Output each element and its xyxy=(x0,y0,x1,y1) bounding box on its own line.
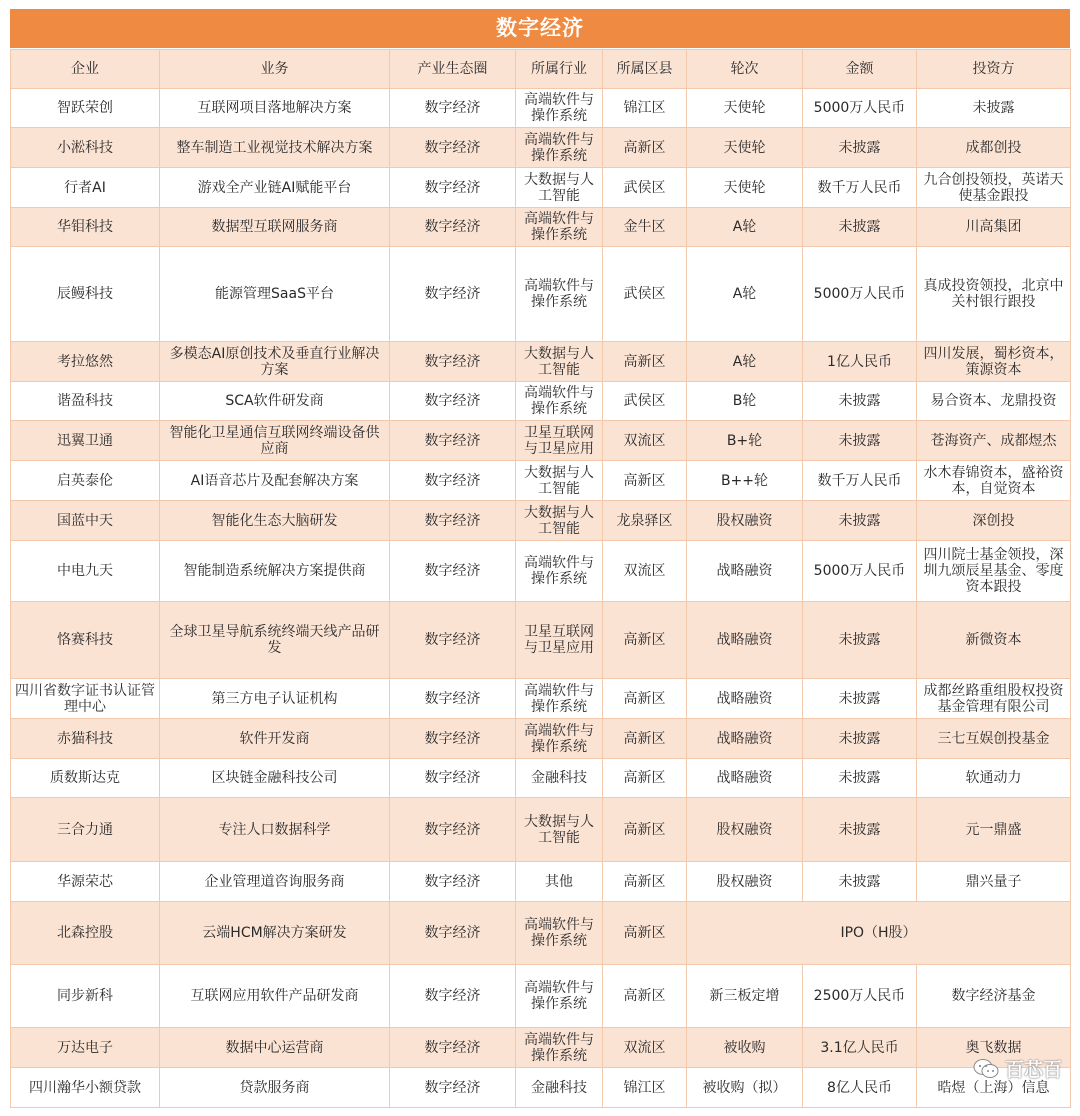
cell-round: A轮 xyxy=(687,208,803,247)
table-row xyxy=(11,541,1071,602)
cell-investors: 鼎兴量子 xyxy=(917,862,1071,902)
cell-round: A轮 xyxy=(687,342,803,382)
cell-investors: 元一鼎盛 xyxy=(917,798,1071,862)
cell-amount: 未披露 xyxy=(803,602,917,679)
cell-district: 高新区 xyxy=(603,128,687,168)
col-header-amount: 金额 xyxy=(803,50,917,89)
cell-ecosystem: 数字经济 xyxy=(390,965,516,1028)
cell-business: 专注人口数据科学 xyxy=(160,798,390,862)
cell-industry: 其他 xyxy=(516,862,603,902)
cell-company: 谐盈科技 xyxy=(11,382,160,421)
cell-investors: 成都丝路重组股权投资基金管理有限公司 xyxy=(917,679,1071,719)
cell-business: AI语音芯片及配套解决方案 xyxy=(160,461,390,501)
cell-ecosystem: 数字经济 xyxy=(390,128,516,168)
cell-amount: 未披露 xyxy=(803,421,917,461)
col-header-round: 轮次 xyxy=(687,50,803,89)
cell-industry: 大数据与人工智能 xyxy=(516,461,603,501)
col-header-investors: 投资方 xyxy=(917,50,1071,89)
cell-ecosystem: 数字经济 xyxy=(390,798,516,862)
cell-investors: 四川发展，蜀杉资本，策源资本 xyxy=(917,342,1071,382)
col-header-business: 业务 xyxy=(160,50,390,89)
cell-industry: 高端软件与操作系统 xyxy=(516,719,603,759)
cell-industry: 高端软件与操作系统 xyxy=(516,965,603,1028)
cell-amount: 8亿人民币 xyxy=(803,1068,917,1108)
cell-company: 行者AI xyxy=(11,168,160,208)
cell-district: 武侯区 xyxy=(603,382,687,421)
cell-round: 股权融资 xyxy=(687,798,803,862)
col-header-industry: 所属行业 xyxy=(516,50,603,89)
cell-ecosystem: 数字经济 xyxy=(390,89,516,128)
cell-business: 互联网应用软件产品研发商 xyxy=(160,965,390,1028)
cell-investors: 四川院士基金领投，深圳九颂辰星基金、零度资本跟投 xyxy=(917,541,1071,602)
cell-industry: 卫星互联网与卫星应用 xyxy=(516,421,603,461)
cell-amount: 未披露 xyxy=(803,501,917,541)
cell-investors: 软通动力 xyxy=(917,759,1071,798)
watermark-text: 百芯百 xyxy=(1004,1059,1062,1081)
wechat-icon xyxy=(973,1058,999,1080)
table-title: 数字经济 xyxy=(10,9,1070,48)
cell-round: 天使轮 xyxy=(687,168,803,208)
cell-amount: 5000万人民币 xyxy=(803,541,917,602)
cell-ecosystem: 数字经济 xyxy=(390,421,516,461)
cell-company: 北森控股 xyxy=(11,902,160,965)
cell-business: 全球卫星导航系统终端天线产品研发 xyxy=(160,602,390,679)
cell-district: 锦江区 xyxy=(603,89,687,128)
cell-industry: 大数据与人工智能 xyxy=(516,798,603,862)
cell-amount: 5000万人民币 xyxy=(803,247,917,342)
cell-company: 质数斯达克 xyxy=(11,759,160,798)
cell-company: 四川瀚华小额贷款 xyxy=(11,1068,160,1108)
cell-round: 被收购 xyxy=(687,1028,803,1068)
cell-investors: 奥飞数据 xyxy=(917,1028,1071,1068)
table-row xyxy=(11,501,1071,541)
cell-round: A轮 xyxy=(687,247,803,342)
cell-business: 智能化卫星通信互联网终端设备供应商 xyxy=(160,421,390,461)
cell-company: 辰鳗科技 xyxy=(11,247,160,342)
table-row xyxy=(11,759,1071,798)
cell-amount: 数千万人民币 xyxy=(803,168,917,208)
cell-business: 游戏全产业链AI赋能平台 xyxy=(160,168,390,208)
cell-ecosystem: 数字经济 xyxy=(390,168,516,208)
table-row xyxy=(11,421,1071,461)
cell-district: 金牛区 xyxy=(603,208,687,247)
cell-round: 股权融资 xyxy=(687,862,803,902)
cell-company: 智跃荣创 xyxy=(11,89,160,128)
cell-industry: 高端软件与操作系统 xyxy=(516,128,603,168)
cell-industry: 高端软件与操作系统 xyxy=(516,1028,603,1068)
cell-business: 智能制造系统解决方案提供商 xyxy=(160,541,390,602)
cell-investors: 三七互娱创投基金 xyxy=(917,719,1071,759)
cell-district: 高新区 xyxy=(603,719,687,759)
cell-ecosystem: 数字经济 xyxy=(390,208,516,247)
cell-business: 互联网项目落地解决方案 xyxy=(160,89,390,128)
cell-ecosystem: 数字经济 xyxy=(390,759,516,798)
cell-district: 高新区 xyxy=(603,862,687,902)
cell-district: 高新区 xyxy=(603,798,687,862)
funding-table xyxy=(10,49,1071,1108)
cell-company: 万达电子 xyxy=(11,1028,160,1068)
cell-business: 多模态AI原创技术及垂直行业解决方案 xyxy=(160,342,390,382)
cell-industry: 高端软件与操作系统 xyxy=(516,541,603,602)
cell-ecosystem: 数字经济 xyxy=(390,541,516,602)
cell-business: 区块链金融科技公司 xyxy=(160,759,390,798)
table-row xyxy=(11,382,1071,421)
cell-investors: 晧煜（上海）信息 xyxy=(917,1068,1071,1108)
cell-company: 考拉悠然 xyxy=(11,342,160,382)
cell-business: 智能化生态大脑研发 xyxy=(160,501,390,541)
table-row xyxy=(11,1068,1071,1108)
cell-ecosystem: 数字经济 xyxy=(390,1028,516,1068)
cell-round: 天使轮 xyxy=(687,128,803,168)
table-row xyxy=(11,461,1071,501)
table-row xyxy=(11,602,1071,679)
cell-company: 小淞科技 xyxy=(11,128,160,168)
cell-ecosystem: 数字经济 xyxy=(390,247,516,342)
cell-round: B+轮 xyxy=(687,421,803,461)
cell-industry: 高端软件与操作系统 xyxy=(516,247,603,342)
cell-amount: 3.1亿人民币 xyxy=(803,1028,917,1068)
cell-investors: 深创投 xyxy=(917,501,1071,541)
table-row xyxy=(11,128,1071,168)
cell-district: 高新区 xyxy=(603,965,687,1028)
cell-ecosystem: 数字经济 xyxy=(390,902,516,965)
cell-amount: 未披露 xyxy=(803,798,917,862)
cell-amount: 未披露 xyxy=(803,862,917,902)
cell-industry: 金融科技 xyxy=(516,1068,603,1108)
cell-round: 战略融资 xyxy=(687,541,803,602)
cell-round: 战略融资 xyxy=(687,759,803,798)
cell-amount: 未披露 xyxy=(803,719,917,759)
cell-business: 数据型互联网服务商 xyxy=(160,208,390,247)
cell-amount: 数千万人民币 xyxy=(803,461,917,501)
cell-district: 高新区 xyxy=(603,342,687,382)
col-header-district: 所属区县 xyxy=(603,50,687,89)
cell-amount: 1亿人民币 xyxy=(803,342,917,382)
cell-industry: 卫星互联网与卫星应用 xyxy=(516,602,603,679)
cell-business: 软件开发商 xyxy=(160,719,390,759)
cell-company: 华钼科技 xyxy=(11,208,160,247)
cell-investors: 水木春锦资本，盛裕资本，自觉资本 xyxy=(917,461,1071,501)
col-header-company: 企业 xyxy=(11,50,160,89)
cell-round: 新三板定增 xyxy=(687,965,803,1028)
cell-ecosystem: 数字经济 xyxy=(390,719,516,759)
cell-round-amount-investors: IPO（H股） xyxy=(687,902,1071,965)
cell-ecosystem: 数字经济 xyxy=(390,342,516,382)
cell-ecosystem: 数字经济 xyxy=(390,461,516,501)
cell-ecosystem: 数字经济 xyxy=(390,1068,516,1108)
cell-company: 四川省数字证书认证管理中心 xyxy=(11,679,160,719)
cell-industry: 大数据与人工智能 xyxy=(516,342,603,382)
cell-industry: 高端软件与操作系统 xyxy=(516,382,603,421)
cell-business: 第三方电子认证机构 xyxy=(160,679,390,719)
cell-amount: 2500万人民币 xyxy=(803,965,917,1028)
cell-ecosystem: 数字经济 xyxy=(390,602,516,679)
cell-ecosystem: 数字经济 xyxy=(390,501,516,541)
cell-district: 双流区 xyxy=(603,1028,687,1068)
cell-industry: 高端软件与操作系统 xyxy=(516,679,603,719)
cell-company: 国蓝中天 xyxy=(11,501,160,541)
table-row xyxy=(11,208,1071,247)
cell-business: 数据中心运营商 xyxy=(160,1028,390,1068)
cell-investors: 未披露 xyxy=(917,89,1071,128)
cell-amount: 5000万人民币 xyxy=(803,89,917,128)
cell-company: 中电九天 xyxy=(11,541,160,602)
cell-investors: 数字经济基金 xyxy=(917,965,1071,1028)
cell-company: 迅翼卫通 xyxy=(11,421,160,461)
table-row xyxy=(11,679,1071,719)
table-row xyxy=(11,719,1071,759)
cell-round: B++轮 xyxy=(687,461,803,501)
cell-round: 被收购（拟） xyxy=(687,1068,803,1108)
table-row xyxy=(11,342,1071,382)
cell-business: SCA软件研发商 xyxy=(160,382,390,421)
cell-ecosystem: 数字经济 xyxy=(390,862,516,902)
table-row xyxy=(11,89,1071,128)
cell-amount: 未披露 xyxy=(803,208,917,247)
cell-round: 天使轮 xyxy=(687,89,803,128)
cell-district: 双流区 xyxy=(603,541,687,602)
cell-district: 锦江区 xyxy=(603,1068,687,1108)
cell-investors: 九合创投领投，英诺天使基金跟投 xyxy=(917,168,1071,208)
cell-industry: 金融科技 xyxy=(516,759,603,798)
table-row xyxy=(11,247,1071,342)
table-row xyxy=(11,798,1071,862)
cell-round: 战略融资 xyxy=(687,602,803,679)
cell-district: 龙泉驿区 xyxy=(603,501,687,541)
cell-business: 整车制造工业视觉技术解决方案 xyxy=(160,128,390,168)
cell-industry: 高端软件与操作系统 xyxy=(516,89,603,128)
col-header-ecosystem: 产业生态圈 xyxy=(390,50,516,89)
cell-company: 华源荣芯 xyxy=(11,862,160,902)
cell-company: 启英泰伦 xyxy=(11,461,160,501)
cell-investors: 新微资本 xyxy=(917,602,1071,679)
header-row xyxy=(11,50,1071,89)
cell-ecosystem: 数字经济 xyxy=(390,382,516,421)
cell-district: 高新区 xyxy=(603,902,687,965)
cell-investors: 成都创投 xyxy=(917,128,1071,168)
cell-district: 双流区 xyxy=(603,421,687,461)
cell-round: 战略融资 xyxy=(687,719,803,759)
cell-investors: 易合资本、龙鼎投资 xyxy=(917,382,1071,421)
cell-ecosystem: 数字经济 xyxy=(390,679,516,719)
cell-district: 高新区 xyxy=(603,759,687,798)
cell-district: 高新区 xyxy=(603,679,687,719)
cell-round: 战略融资 xyxy=(687,679,803,719)
cell-district: 武侯区 xyxy=(603,247,687,342)
cell-amount: 未披露 xyxy=(803,128,917,168)
cell-business: 企业管理道咨询服务商 xyxy=(160,862,390,902)
cell-amount: 未披露 xyxy=(803,759,917,798)
table-row xyxy=(11,965,1071,1028)
table-row xyxy=(11,1028,1071,1068)
cell-district: 高新区 xyxy=(603,602,687,679)
table-row xyxy=(11,168,1071,208)
cell-district: 高新区 xyxy=(603,461,687,501)
cell-company: 三合力通 xyxy=(11,798,160,862)
cell-company: 恪赛科技 xyxy=(11,602,160,679)
cell-round: B轮 xyxy=(687,382,803,421)
cell-investors: 真成投资领投，北京中关村银行跟投 xyxy=(917,247,1071,342)
cell-investors: 川高集团 xyxy=(917,208,1071,247)
cell-company: 赤猫科技 xyxy=(11,719,160,759)
cell-business: 贷款服务商 xyxy=(160,1068,390,1108)
cell-district: 武侯区 xyxy=(603,168,687,208)
table-row xyxy=(11,902,1071,965)
cell-industry: 大数据与人工智能 xyxy=(516,501,603,541)
cell-industry: 高端软件与操作系统 xyxy=(516,208,603,247)
cell-company: 同步新科 xyxy=(11,965,160,1028)
table-row xyxy=(11,862,1071,902)
cell-business: 能源管理SaaS平台 xyxy=(160,247,390,342)
cell-round: 股权融资 xyxy=(687,501,803,541)
cell-industry: 高端软件与操作系统 xyxy=(516,902,603,965)
cell-amount: 未披露 xyxy=(803,382,917,421)
watermark xyxy=(973,1055,1062,1082)
cell-investors: 苍海资产、成都煜杰 xyxy=(917,421,1071,461)
cell-amount: 未披露 xyxy=(803,679,917,719)
cell-business: 云端HCM解决方案研发 xyxy=(160,902,390,965)
cell-industry: 大数据与人工智能 xyxy=(516,168,603,208)
